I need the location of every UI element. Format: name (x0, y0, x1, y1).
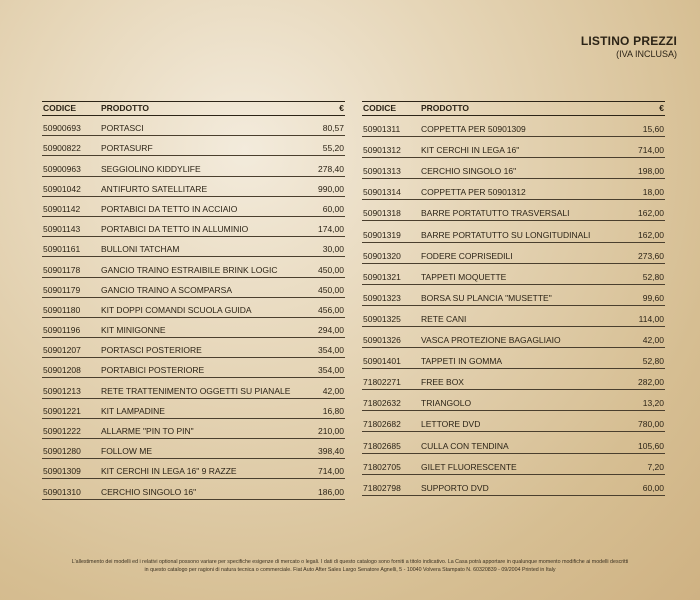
product-name: RETE CANI (421, 313, 467, 324)
page-title: LISTINO PREZZI (580, 34, 677, 48)
header-price: € (339, 103, 344, 113)
table-row (42, 217, 345, 237)
table-row (362, 432, 665, 453)
product-name: COPPETTA PER 50901312 (421, 187, 526, 198)
product-name: BORSA SU PLANCIA "MUSETTE" (421, 292, 552, 303)
table-row (362, 137, 665, 158)
product-name: FODERE COPRISEDILI (421, 250, 513, 261)
product-name: GANCIO TRAINO ESTRAIBILE BRINK LOGIC (101, 264, 278, 275)
product-price: 60,00 (322, 203, 344, 214)
table-row (42, 136, 345, 156)
product-price: 42,00 (322, 385, 344, 396)
product-price: 174,00 (318, 224, 344, 235)
product-name: SUPPORTO DVD (421, 482, 489, 493)
product-code: 71802632 (363, 398, 401, 409)
product-name: FOLLOW ME (101, 446, 153, 457)
product-code: 50901320 (363, 250, 401, 261)
disclaimer-line: in questo catalogo per ragioni di natura tecnica o commerciale. Fiat Auto After Sales Largo Senatore Agnelli, 5 - 10040 Volvera Stampato N. 60320839 - 09/2004 Printed in Italy (144, 567, 556, 573)
table-row (42, 479, 345, 499)
product-code: 50901042 (43, 183, 81, 194)
table-row (42, 419, 345, 439)
table-row (42, 459, 345, 479)
product-name: TAPPETI MOQUETTE (421, 271, 507, 282)
product-price: 198,00 (638, 166, 664, 177)
product-code: 50901319 (363, 229, 401, 240)
table-header (42, 101, 345, 116)
table-row (362, 306, 665, 327)
table-row (42, 278, 345, 298)
product-name: CERCHIO SINGOLO 16" (421, 166, 517, 177)
product-name: KIT MINIGONNE (101, 325, 166, 336)
product-name: PORTABICI DA TETTO IN ACCIAIO (101, 203, 238, 214)
table-row (362, 327, 665, 348)
product-price: 990,00 (318, 183, 344, 194)
product-code: 50901207 (43, 345, 81, 356)
product-price: 55,20 (322, 143, 344, 154)
product-price: 60,00 (642, 482, 664, 493)
table-row (362, 369, 665, 390)
product-name: KIT CERCHI IN LEGA 16" 9 RAZZE (101, 466, 237, 477)
product-price: 780,00 (638, 419, 664, 430)
product-code: 50901143 (43, 224, 81, 235)
product-name: KIT CERCHI IN LEGA 16" (421, 145, 520, 156)
product-name: PORTASCI POSTERIORE (101, 345, 202, 356)
product-code: 50901318 (363, 208, 401, 219)
product-code: 50901312 (363, 145, 401, 156)
product-price: 398,40 (318, 446, 344, 457)
product-code: 50901213 (43, 385, 81, 396)
disclaimer-line: L'allestimento dei modelli ed i relativi optional possono variare per specifiche esigenze di mercato o legali. I dati di questo catalogo sono forniti a titolo indicativo. La Casa potrà apportare in qualunque momento modifiche ai modelli descritti (71, 559, 629, 565)
product-price: 278,40 (318, 163, 344, 174)
product-price: 114,00 (638, 313, 664, 324)
product-code: 50901311 (363, 124, 401, 135)
product-name: TRIANGOLO (421, 398, 472, 409)
table-row (42, 318, 345, 338)
table-row (42, 116, 345, 136)
product-name: BARRE PORTATUTTO TRASVERSALI (421, 208, 570, 219)
table-row (362, 285, 665, 306)
table-row (362, 116, 665, 137)
product-code: 71802682 (363, 419, 401, 430)
price-table-right (362, 101, 665, 496)
product-name: LETTORE DVD (421, 419, 481, 430)
table-row (42, 197, 345, 217)
product-price: 282,00 (638, 377, 664, 388)
product-price: 52,80 (642, 271, 664, 282)
table-row (42, 439, 345, 459)
table-row (42, 399, 345, 419)
header-product: PRODOTTO (101, 103, 150, 113)
product-name: FREE BOX (421, 377, 464, 388)
table-row (42, 378, 345, 398)
product-code: 50901314 (363, 187, 401, 198)
product-code: 50900822 (43, 143, 81, 154)
product-price: 714,00 (318, 466, 344, 477)
table-row (362, 454, 665, 475)
product-name: ALLARME "PIN TO PIN" (101, 426, 194, 436)
price-table-left (42, 101, 345, 500)
product-code: 50901321 (363, 271, 401, 282)
product-price: 15,60 (642, 124, 664, 135)
product-name: TAPPETI IN GOMMA (421, 356, 503, 367)
product-name: PORTABICI DA TETTO IN ALLUMINIO (101, 224, 249, 235)
product-price: 162,00 (638, 229, 664, 240)
product-price: 80,57 (322, 123, 344, 134)
product-price: 354,00 (318, 345, 344, 356)
page-subtitle: (IVA INCLUSA) (616, 49, 677, 59)
product-price: 18,00 (642, 187, 664, 198)
table-row (42, 358, 345, 378)
product-price: 456,00 (318, 304, 344, 315)
header-price: € (659, 103, 664, 113)
table-row (362, 179, 665, 200)
product-code: 50900693 (43, 123, 81, 134)
table-row (42, 237, 345, 257)
product-name: SEGGIOLINO KIDDYLIFE (101, 163, 201, 174)
page-header (581, 34, 677, 59)
product-price: 13,20 (642, 398, 664, 409)
table-row (362, 243, 665, 264)
table-row (42, 257, 345, 277)
product-code: 50901310 (43, 486, 81, 497)
product-price: 450,00 (318, 284, 344, 295)
table-row (362, 264, 665, 285)
product-name: PORTABICI POSTERIORE (101, 365, 205, 376)
product-code: 50901309 (43, 466, 81, 477)
product-code: 50900963 (43, 163, 81, 174)
product-price: 294,00 (318, 325, 344, 336)
table-row (362, 390, 665, 411)
table-row (362, 475, 665, 496)
header-code: CODICE (363, 103, 397, 113)
product-name: PORTASCI (101, 123, 144, 134)
table-row (42, 156, 345, 176)
product-price: 52,80 (642, 356, 664, 367)
product-code: 50901221 (43, 405, 81, 416)
product-price: 273,60 (638, 250, 664, 261)
product-code: 71802798 (363, 482, 401, 493)
product-name: COPPETTA PER 50901309 (421, 124, 526, 135)
product-code: 50901222 (43, 426, 81, 436)
table-row (362, 221, 665, 242)
product-price: 210,00 (318, 426, 344, 436)
product-code: 50901326 (363, 335, 401, 346)
table-body (362, 116, 665, 496)
product-code: 50901325 (363, 313, 401, 324)
product-price: 714,00 (638, 145, 664, 156)
product-code: 71802705 (363, 461, 401, 472)
product-price: 450,00 (318, 264, 344, 275)
product-name: ANTIFURTO SATELLITARE (101, 183, 208, 194)
product-name: BARRE PORTATUTTO SU LONGITUDINALI (421, 229, 591, 240)
product-price: 30,00 (322, 244, 344, 255)
product-price: 99,60 (642, 292, 664, 303)
product-code: 50901313 (363, 166, 401, 177)
product-price: 42,00 (642, 335, 664, 346)
product-code: 50901178 (43, 264, 81, 275)
product-name: BULLONI TATCHAM (101, 244, 180, 255)
table-row (362, 348, 665, 369)
product-price: 105,60 (638, 440, 664, 451)
table-row (362, 200, 665, 221)
product-code: 71802271 (363, 377, 401, 388)
product-code: 50901180 (43, 304, 81, 315)
product-code: 71802685 (363, 440, 401, 451)
product-code: 50901401 (363, 356, 401, 367)
product-name: GANCIO TRAINO A SCOMPARSA (101, 284, 232, 295)
table-header (362, 101, 665, 116)
product-name: RETE TRATTENIMENTO OGGETTI SU PIANALE (101, 385, 291, 396)
product-code: 50901142 (43, 203, 81, 214)
header-code: CODICE (43, 103, 77, 113)
product-name: CULLA CON TENDINA (421, 440, 509, 451)
product-code: 50901179 (43, 284, 81, 295)
product-name: KIT LAMPADINE (101, 405, 165, 416)
product-price: 7,20 (647, 461, 664, 472)
product-price: 354,00 (318, 365, 344, 376)
product-name: GILET FLUORESCENTE (421, 461, 517, 472)
product-name: VASCA PROTEZIONE BAGAGLIAIO (421, 335, 561, 346)
legal-disclaimer (40, 558, 660, 574)
product-code: 50901208 (43, 365, 81, 376)
product-price: 16,80 (322, 405, 344, 416)
table-row (362, 411, 665, 432)
product-code: 50901161 (43, 244, 81, 255)
table-row (42, 177, 345, 197)
product-name: KIT DOPPI COMANDI SCUOLA GUIDA (101, 304, 252, 315)
table-body (42, 116, 345, 500)
product-name: PORTASURF (101, 143, 153, 154)
header-product: PRODOTTO (421, 103, 470, 113)
product-code: 50901196 (43, 325, 81, 336)
product-price: 186,00 (318, 486, 344, 497)
table-row (42, 338, 345, 358)
product-code: 50901280 (43, 446, 81, 457)
table-row (362, 158, 665, 179)
product-code: 50901323 (363, 292, 401, 303)
product-price: 162,00 (638, 208, 664, 219)
product-name: CERCHIO SINGOLO 16" (101, 486, 197, 497)
table-row (42, 298, 345, 318)
